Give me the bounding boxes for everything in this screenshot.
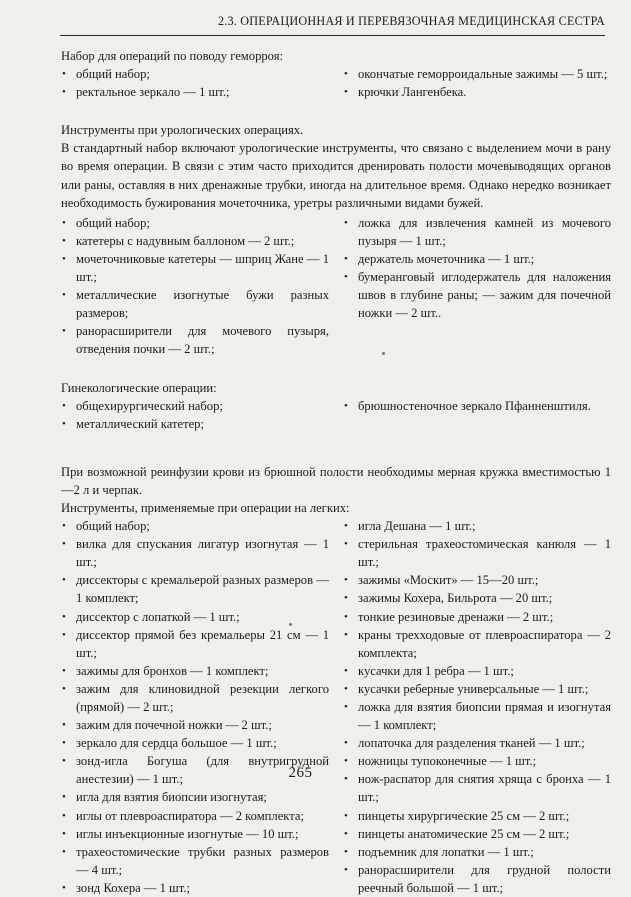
list-item: • диссектор с лопаткой — 1 шт.; bbox=[61, 608, 329, 626]
lungs-list bbox=[61, 517, 611, 897]
running-title: 2.3. ОПЕРАЦИОННАЯ И ПЕРЕВЯЗОЧНАЯ МЕДИЦИНСКАЯ СЕСТРА bbox=[217, 14, 605, 28]
hemorrhoid-list bbox=[61, 65, 611, 101]
list-item: • ранорасширители для мочевого пузыря, отведения почки — 2 шт.; bbox=[61, 322, 329, 358]
list-item: • крючки Лангенбека. bbox=[343, 83, 611, 101]
list-item: • стерильная трахеостомическая канюля — 1 шт.; bbox=[343, 535, 611, 571]
list-item: • общий набор; bbox=[61, 214, 329, 232]
list-item: • зонд Кохера — 1 шт.; bbox=[61, 879, 329, 897]
list-item: • ложка для взятия биопсии прямая и изогнутая — 1 комплект; bbox=[343, 698, 611, 734]
list-item: • зажимы Кохера, Бильрота — 20 шт.; bbox=[343, 589, 611, 607]
list-item: • нож-распатор для снятия хряща с бронха — 1 шт.; bbox=[343, 770, 611, 806]
list-item: • зажим для почечной ножки — 2 шт.; bbox=[61, 716, 329, 734]
list-item: • диссекторы с кремальерой разных размеров — 1 комплект; bbox=[61, 571, 329, 607]
list-item: • зеркало для сердца большое — 1 шт.; bbox=[61, 734, 329, 752]
list-item: • зажим для клиновидной резекции легкого (прямой) — 2 шт.; bbox=[61, 680, 329, 716]
list-item: • лопаточка для разделения тканей — 1 шт.; bbox=[343, 734, 611, 752]
list-item: • игла для взятия биопсии изогнутая; bbox=[61, 788, 329, 806]
list-item: • катетеры с надувным баллоном — 2 шт.; bbox=[61, 232, 329, 250]
list-item: • держатель мочеточника — 1 шт.; bbox=[343, 250, 611, 268]
list-item: • бумеранговый иглодержатель для наложения швов в глубине раны; — зажим для почечной ножки — 2 шт.. bbox=[343, 268, 611, 322]
list-item: • пинцеты хирургические 25 см — 2 шт.; bbox=[343, 807, 611, 825]
list-item: • ножницы тупоконечные — 1 шт.; bbox=[343, 752, 611, 770]
list-item: • зажимы для бронхов — 1 комплект; bbox=[61, 662, 329, 680]
list-item: • тонкие резиновые дренажи — 2 шт.; bbox=[343, 608, 611, 626]
list-item: • ранорасширители для грудной полости реечный большой — 1 шт.; bbox=[343, 861, 611, 897]
urology-heading: Инструменты при урологических операциях. bbox=[61, 123, 304, 138]
hemorrhoid-heading: Набор для операций по поводу геморроя: bbox=[61, 49, 284, 63]
reinfusion-paragraph: При возможной реинфузии крови из брюшной полости необходимы мерная кружка вместимостью 1—2 л и черпак. bbox=[61, 464, 611, 497]
list-item: • ложка для извлечения камней из мочевого пузыря — 1 шт.; bbox=[343, 214, 611, 250]
list-item: • пинцеты анатомические 25 см — 2 шт.; bbox=[343, 825, 611, 843]
list-item: • зонд-игла Богуша (для внутригрудной анестезии) — 1 шт.; bbox=[61, 752, 329, 788]
gynecology-heading: Гинекологические операции: bbox=[61, 380, 217, 395]
list-item: • общий набор; bbox=[61, 517, 329, 535]
list-item: • иглы инъекционные изогнутые — 10 шт.; bbox=[61, 825, 329, 843]
page-number-text: 265 bbox=[288, 765, 313, 781]
list-item: • игла Дешана — 1 шт.; bbox=[343, 517, 611, 535]
list-item: • окончатые геморроидальные зажимы — 5 шт.; bbox=[343, 65, 611, 83]
list-item: • кусачки реберные универсальные — 1 шт.; bbox=[343, 680, 611, 698]
list-item: • кусачки для 1 ребра — 1 шт.; bbox=[343, 662, 611, 680]
list-item: • иглы от плевроаспиратора — 2 комплекта; bbox=[61, 807, 329, 825]
urology-list bbox=[61, 214, 611, 359]
list-item: • брюшностеночное зеркало Пфанненштиля. bbox=[343, 397, 611, 415]
list-item: • зажимы «Москит» — 15—20 шт.; bbox=[343, 571, 611, 589]
list-item: • подъемник для лопатки — 1 шт.; bbox=[343, 843, 611, 861]
list-item: • металлические изогнутые бужи разных размеров; bbox=[61, 286, 329, 322]
list-item: • мочеточниковые катетеры — шприц Жане — 1 шт.; bbox=[61, 250, 329, 286]
list-item: • трахеостомические трубки разных размеров — 4 шт.; bbox=[61, 843, 329, 879]
urology-paragraph: В стандартный набор включают урологические инструменты, что связано с выделением мочи в рану во время операции. В связи с этим часто приходится дренировать полости мочевыводящих органов или раны, оставляя в них дренажные трубки, иногда на длительное время. Однако нередко возникает необходимость бужирования мочеточника, уретры различными видами бужей. bbox=[61, 141, 611, 210]
running-header bbox=[60, 13, 605, 36]
list-item: • металлический катетер; bbox=[61, 415, 329, 433]
list-item: • диссектор прямой без кремальеры 21 см — 1 шт.; bbox=[61, 626, 329, 662]
list-item: • ректальное зеркало — 1 шт.; bbox=[61, 83, 329, 101]
gynecology-list bbox=[61, 397, 611, 433]
lungs-heading: Инструменты, применяемые при операции на легких: bbox=[61, 500, 350, 515]
page-number bbox=[0, 765, 631, 782]
list-item: • общехирургический набор; bbox=[61, 397, 329, 415]
list-item: • краны трехходовые от плевроаспиратора — 2 комплекта; bbox=[343, 626, 611, 662]
list-item: • вилка для спускания лигатур изогнутая — 1 шт.; bbox=[61, 535, 329, 571]
list-item: • общий набор; bbox=[61, 65, 329, 83]
